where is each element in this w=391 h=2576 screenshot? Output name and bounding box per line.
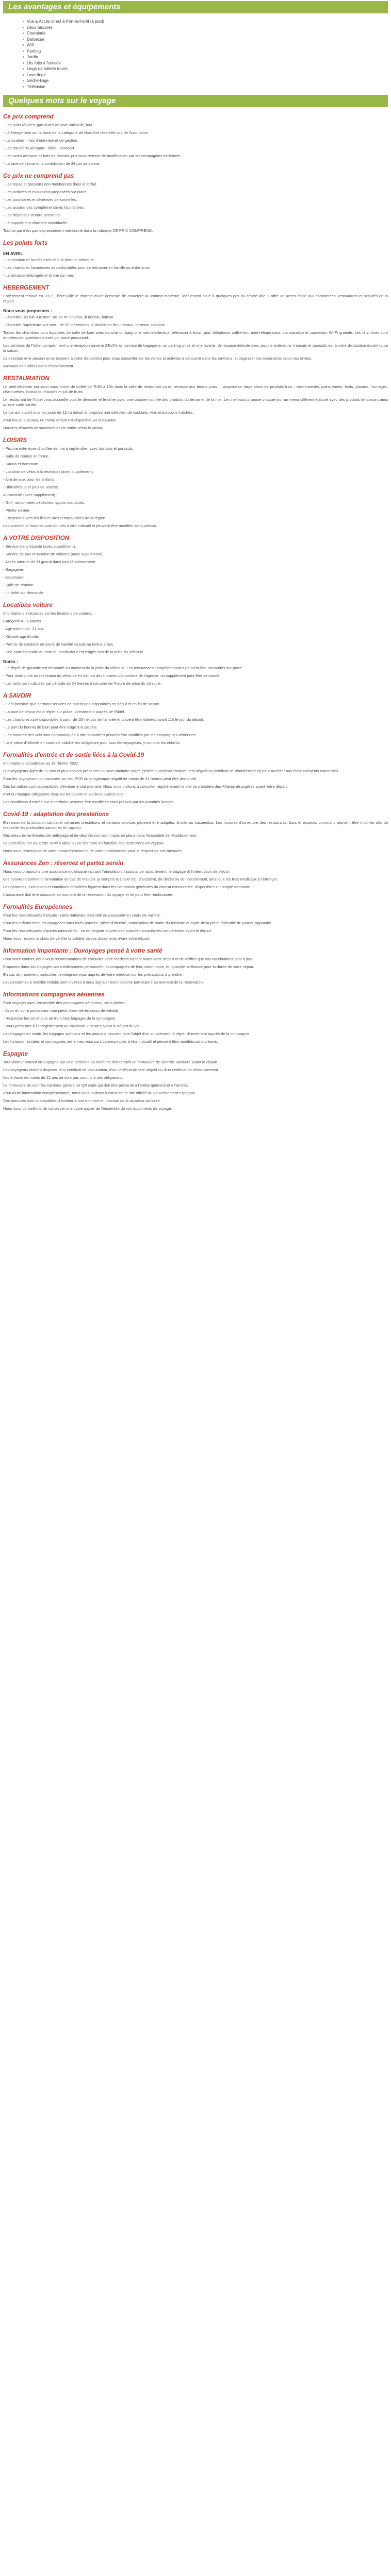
- section-paragraph: Emportez dans vos bagages vos médicaments personnels, accompagnés de leur ordonnance, en quantité suffisante pour la durée de votre séjour.: [3, 964, 254, 969]
- section-paragraph: - Le dépôt de garantie est demandé au moment de la prise du véhicule. Les assurances complémentaires peuvent être souscrites sur place.: [3, 666, 243, 670]
- section-paragraph: - Respecter les conditions de franchise bagages de la compagnie.: [3, 1016, 117, 1021]
- section-paragraph: - Golf, randonnées pédestres, sports nautiques.: [3, 500, 85, 505]
- section-paragraph: Le formulaire de contrôle sanitaire génère un QR code qui doit être présenté à l'embarquement et à l'arrivée.: [3, 1083, 189, 1088]
- section-paragraph: - Une pièce d'identité en cours de validité est obligatoire pour tous les voyageurs, y compris les enfants.: [3, 740, 181, 745]
- section-subheading: Notes :: [3, 659, 18, 664]
- section-paragraph: Le petit-déjeuner peut être servi à table ou en chambre en fonction des restrictions en vigueur.: [3, 841, 165, 845]
- amenity-item: Parking: [23, 48, 388, 55]
- section-title: RESTAURATION: [3, 376, 50, 382]
- section-paragraph: - Salle de remise en forme.: [3, 454, 50, 459]
- amenity-item: Deux piscines: [23, 25, 388, 31]
- section-paragraph: Pour les ressortissants français : carte nationale d'identité ou passeport en cours de validité.: [3, 913, 161, 918]
- section-paragraph: - Les transferts aéroport - hôtel - aéroport.: [3, 146, 75, 150]
- section-paragraph: - Pour toute prise ou restitution du véhicule en dehors des horaires d'ouverture de l'agence, un supplément peut être demandé.: [3, 673, 221, 678]
- section-title: A VOTRE DISPOSITION: [3, 535, 70, 541]
- amenity-item: Barbecue: [23, 37, 388, 43]
- section-paragraph: - La situation et l'accès exclusif à la piscine intérieure.: [3, 258, 95, 262]
- section-paragraph: - Accès internet Wi-Fi gratuit dans tout l'établissement.: [3, 560, 96, 564]
- section-paragraph: - Une carte bancaire au nom du conducteur est exigée lors de la prise du véhicule.: [3, 650, 144, 654]
- section-paragraph: Les personnes à mobilité réduite sont invitées à nous signaler leurs besoins particuliers au moment de la réservation.: [3, 980, 204, 985]
- section-paragraph: Ces formalités sont susceptibles d'évoluer à tout moment. Nous vous invitons à consulter régulièrement le site du ministère des Affaires étrangères avant votre départ.: [3, 784, 288, 789]
- section-paragraph: Les horaires, escales et compagnies aériennes vous sont communiqués à titre indicatif et peuvent être modifiés sans préavis.: [3, 1039, 218, 1044]
- section-paragraph: Entièrement rénové en 2017, l'hôtel allie le charme d'une demeure de caractère au confort moderne. Idéalement situé à quelques pas du centre-ville, il offre un accès facile aux commerces, restaurants et activités de la région.: [3, 294, 388, 303]
- section-paragraph: - Aire de jeux pour les enfants.: [3, 477, 56, 482]
- section-paragraph: Informations actualisées au 1er février 2022 :: [3, 761, 81, 766]
- amenity-item: Cheminée: [23, 30, 388, 37]
- section-paragraph: Pour les plus jeunes, un menu enfant est disponible au restaurant.: [3, 418, 117, 422]
- section-paragraph: - Le supplément chambre individuelle.: [3, 221, 69, 225]
- section-paragraph: Pour voyager avec l'ensemble des compagnies aériennes, vous devez :: [3, 1001, 126, 1005]
- section-paragraph: En cas de traitement particulier, renseignez-vous auprès de votre médecin sur les précautions à prendre.: [3, 972, 183, 977]
- section-paragraph: - Les nuits réglées, garnitures de lave-vaisselle, tout.: [3, 123, 94, 127]
- section-paragraph: Les bagages en soute, les bagages spéciaux et les animaux peuvent faire l'objet d'un supplément, à régler directement auprès de la compagnie.: [3, 1031, 251, 1036]
- section-paragraph: A proximité (avec supplément) :: [3, 493, 58, 497]
- section-paragraph: Le restaurant de l'hôtel vous accueille pour le déjeuner et le dîner avec une cuisine inspirée des produits du terroir et de la mer. Le chef vous propose chaque jour un menu différent élaboré avec des produits de saison, ainsi qu'une carte variée.: [3, 397, 388, 407]
- section-paragraph: - Les taxes aéroport et frais de dossier, prix sous réserve de modification par les compagnies aériennes.: [3, 154, 182, 158]
- section-paragraph: - Vous présenter à l'enregistrement au minimum 2 heures avant le départ du vol.: [3, 1024, 141, 1028]
- section-paragraph: Horaires d'ouverture susceptibles de varier selon la saison.: [3, 426, 105, 430]
- section-title: LOISIRS: [3, 437, 27, 444]
- section-paragraph: - Les tarifs sont calculés par période de 24 heures à compter de l'heure de prise du véhicule.: [3, 681, 162, 686]
- section-paragraph: Tout ce qui n'est pas expressément mentionné dans la rubrique CE PRIX COMPREND.: [3, 228, 153, 233]
- section-paragraph: - Excursions vers les îles et sites remarquables de la région.: [3, 516, 107, 520]
- section-paragraph: La direction et le personnel se tiennent à votre disposition pour vous conseiller sur les visites et activités à découvrir dans les environs, et organiser vos excursions selon vos envies.: [3, 356, 313, 361]
- amenity-item: Lits faits à l'arrivée: [23, 60, 388, 66]
- section-paragraph: Les conditions d'entrée sur le territoire peuvent être modifiées sans préavis par les autorités locales.: [3, 800, 175, 804]
- section-paragraph: En raison de la situation sanitaire, certaines prestations et certains services peuvent être adaptés, limités ou suspendus. Les horaires d'ouverture des restaurants, bars et espaces communs peuvent être modifiés afin de respecter les protocoles sanitaires en vigueur.: [3, 820, 388, 830]
- section-paragraph: - La taxe de séjour et la contribution de 28 par personne.: [3, 161, 101, 166]
- amenity-item: Vue & Accès direct à Port-la-Forêt (à pied): [23, 19, 388, 25]
- section-paragraph: - Les chambres lumineuses et confortables pour se retrouver en famille ou entre amis.: [3, 265, 151, 270]
- amenity-item: Télévision: [23, 84, 388, 90]
- amenity-item: Sèche-linge: [23, 78, 388, 84]
- section-paragraph: - La terrasse ombragée et la vue sur mer.: [3, 273, 74, 278]
- section-paragraph: Pour les voyageurs non vaccinés, un test PCR ou antigénique négatif de moins de 24 heures peut être demandé.: [3, 776, 198, 781]
- section-paragraph: - Pêche en mer.: [3, 508, 30, 513]
- section-paragraph: Les activités et horaires sont donnés à titre indicatif et peuvent être modifiés sans préavis.: [3, 523, 157, 528]
- amenities-list: [3, 19, 388, 90]
- section-paragraph: Toutes les chambres sont équipées de salle de bain avec douche ou baignoire, sèche-cheveux, télévision à écran plat, téléphone, coffre-fort, mini-réfrigérateur, climatisation et connexion Wi-Fi gratuite. Les chambres sont entretenues quotidiennement par notre personnel.: [3, 330, 388, 340]
- section-paragraph: Tout visiteur entrant en Espagne par voie aérienne ou maritime doit remplir un formulaire de contrôle sanitaire avant le départ.: [3, 1060, 219, 1064]
- amenity-item: Jardin: [23, 54, 388, 60]
- section-title: Les points forts: [3, 240, 48, 246]
- section-paragraph: Informations indicatives sur les locations de voitures.: [3, 611, 94, 616]
- section-paragraph: - Salle de réunion.: [3, 583, 35, 587]
- section-paragraph: - Ascenseur.: [3, 575, 25, 580]
- section-paragraph: - Location de vélos à la réception (avec supplément).: [3, 469, 94, 474]
- section-subheading: Nous vous proposons :: [3, 308, 52, 313]
- section-paragraph: Les voyageurs doivent disposer d'un certificat de vaccination, d'un certificat de test négatif ou d'un certificat de rétablissement.: [3, 1067, 219, 1072]
- section-paragraph: - Les pourboires et dépenses personnelles.: [3, 197, 77, 202]
- section-paragraph: - Les dépenses d'ordre personnel.: [3, 213, 62, 217]
- section-paragraph: - Les activités et excursions proposées sur place.: [3, 190, 88, 194]
- section-title: Espagne: [3, 1051, 28, 1057]
- section-paragraph: Catégorie A - 5 places: [3, 619, 41, 623]
- section-paragraph: - Service de taxi et location de voitures (avec supplément).: [3, 552, 104, 556]
- section-paragraph: Pour toute information complémentaire, nous vous invitons à consulter le site officiel du gouvernement espagnol.: [3, 1091, 196, 1095]
- section-paragraph: - Permis de conduire en cours de validité depuis au moins 2 ans.: [3, 642, 115, 647]
- section-title: Formalités d'entrée et de sortie liées à la Covid-19: [3, 752, 144, 758]
- section-paragraph: - Les assurances complémentaires facultatives.: [3, 205, 85, 210]
- section-paragraph: Ces mesures sont susceptibles d'évoluer à tout moment en fonction de la situation sanitaire.: [3, 1098, 161, 1103]
- section-paragraph: Le petit-déjeuner est servi sous forme de buffet de 7h30 à 10h dans la salle de restaurant ou en terrasse aux beaux jours. Il propose un large choix de produits frais : viennoiseries, pains variés, fruits, yaourts, fromages, charcuteries, boissons chaudes et jus de fruits.: [3, 384, 388, 394]
- section-paragraph: - Sauna et hammam.: [3, 462, 40, 466]
- section-paragraph: - Piscine extérieure chauffée de mai à septembre, avec transats et parasols.: [3, 446, 134, 451]
- section-header-amenities: Les avantages et équipements: [3, 1, 388, 13]
- section-paragraph: - Bagagerie.: [3, 567, 24, 572]
- section-paragraph: Pour les enfants mineurs voyageant sans leurs parents : pièce d'identité, autorisation de sortie du territoire et copie de la pièce d'identité du parent signataire.: [3, 921, 272, 925]
- section-paragraph: Les enfants de moins de 12 ans ne sont pas soumis à ces obligations.: [3, 1075, 124, 1080]
- section-paragraph: Animaux non admis dans l'établissement.: [3, 364, 74, 368]
- section-title: Ce prix ne comprend pas: [3, 173, 74, 179]
- section-title: Locations voiture: [3, 602, 53, 608]
- section-paragraph: - Avoir en votre possession une pièce d'identité en cours de validité.: [3, 1008, 120, 1013]
- section-paragraph: Le bar est ouvert tous les jours de 11h à minuit et propose une sélection de cocktails, vins et boissons fraîches.: [3, 410, 193, 415]
- section-paragraph: Les services de l'hôtel comprennent une réception ouverte 24h/24, un service de bagagerie, un parking privé et une laverie. Un espace détente avec piscine extérieure, transats et parasols est à votre disposition durant toute la saison.: [3, 343, 388, 353]
- section-paragraph: Des mesures renforcées de nettoyage et de désinfection sont mises en place dans l'ensemble de l'établissement.: [3, 833, 198, 838]
- section-paragraph: - Bibliothèque et jeux de société.: [3, 485, 59, 489]
- section-header-trip: Quelques mots sur le voyage: [3, 95, 388, 107]
- section-paragraph: - Kilométrage illimité.: [3, 634, 39, 639]
- section-paragraph: Port du masque obligatoire dans les transports et les lieux publics clos.: [3, 792, 125, 796]
- section-title: A SAVOIR: [3, 693, 31, 699]
- section-paragraph: - Chambre Supérieure vue mer : de 25 m² environ, lit double ou lits jumeaux, terrasse privative.: [3, 323, 166, 327]
- section-paragraph: Nous vous conseillons de conserver une copie papier de l'ensemble de vos documents de voyage.: [3, 1106, 172, 1111]
- section-paragraph: - L'hébergement sur la base de la catégorie de chambre réservée lors de l'inscription.: [3, 130, 150, 135]
- section-paragraph: Nous vous remercions de votre compréhension et de votre collaboration pour le respect de ces mesures.: [3, 849, 183, 853]
- section-paragraph: L'assurance doit être souscrite au moment de la réservation du voyage et ne peut être remboursée.: [3, 892, 173, 897]
- section-title: Information importante : Ouvoyages pensé à votre santé: [3, 948, 162, 954]
- section-paragraph: Nous vous recommandons de vérifier la validité de vos documents avant votre départ.: [3, 936, 151, 941]
- section-paragraph: Pour votre confort, nous vous recommandons de consulter votre médecin traitant avant votre départ et de vérifier que vos vaccinations sont à jour.: [3, 957, 254, 961]
- section-paragraph: - Les repas et boissons non mentionnés dans le forfait.: [3, 182, 97, 187]
- amenity-item: Lave-linge: [23, 72, 388, 78]
- section-paragraph: - Les chambres sont disponibles à partir de 15h le jour de l'arrivée et doivent être libérées avant 11h le jour du départ.: [3, 717, 204, 722]
- amenity-item: Linge de toilette fourni: [23, 66, 388, 72]
- amenity-item: Wifi: [23, 42, 388, 48]
- section-paragraph: Elle couvre notamment l'annulation en cas de maladie (y compris la Covid-19), d'accident, de décès ou de licenciement, ainsi que les frais médicaux à l'étranger.: [3, 877, 278, 882]
- section-title: Covid-19 : adaptation des prestations: [3, 811, 109, 818]
- section-paragraph: - La location - frais d'entretien et de gestion.: [3, 138, 78, 143]
- section-paragraph: Les voyageurs âgés de 12 ans et plus doivent présenter un pass sanitaire valide (schéma vaccinal complet, test négatif ou certificat de rétablissement) pour accéder aux établissements concernés.: [3, 769, 339, 773]
- page: [0, 1, 391, 1120]
- section-title: HEBERGEMENT: [3, 285, 50, 291]
- section-title: Ce prix comprend: [3, 114, 54, 120]
- section-subheading: EN AVRIL: [3, 251, 23, 256]
- section-paragraph: - La taxe de séjour est à régler sur place, directement auprès de l'hôtel.: [3, 709, 125, 714]
- trip-sections: [3, 113, 388, 1111]
- section-paragraph: - Chambre Double vue mer : de 20 m² environ, lit double, balcon.: [3, 315, 115, 319]
- section-paragraph: - Age minimum : 21 ans.: [3, 626, 45, 631]
- section-paragraph: - Les horaires des vols sont communiqués à titre indicatif et peuvent être modifiés par les compagnies aériennes.: [3, 733, 197, 737]
- section-paragraph: Les garanties, exclusions et conditions détaillées figurent dans les conditions générales du contrat d'assurance, disponibles sur simple demande.: [3, 885, 252, 889]
- section-paragraph: - Le port du bonnet de bain peut être exigé à la piscine.: [3, 725, 98, 730]
- section-paragraph: - Il est possible que certains services ne soient pas disponibles en début et en fin de saison.: [3, 702, 161, 706]
- section-paragraph: Pour les ressortissants d'autres nationalités : se renseigner auprès des autorités consulaires compétentes avant le départ.: [3, 928, 212, 933]
- section-paragraph: - Lit bébé sur demande.: [3, 590, 44, 595]
- section-paragraph: - Service blanchisserie (avec supplément).: [3, 544, 76, 549]
- section-title: Assurances Zen : réservez et partez serein: [3, 860, 124, 867]
- section-title: Informations compagnies aériennes: [3, 992, 105, 998]
- section-paragraph: Nous vous proposons une assurance multirisque incluant l'annulation, l'assistance rapatriement, le bagage et l'interruption de séjour.: [3, 869, 230, 874]
- section-title: Formalités Européennes: [3, 904, 73, 910]
